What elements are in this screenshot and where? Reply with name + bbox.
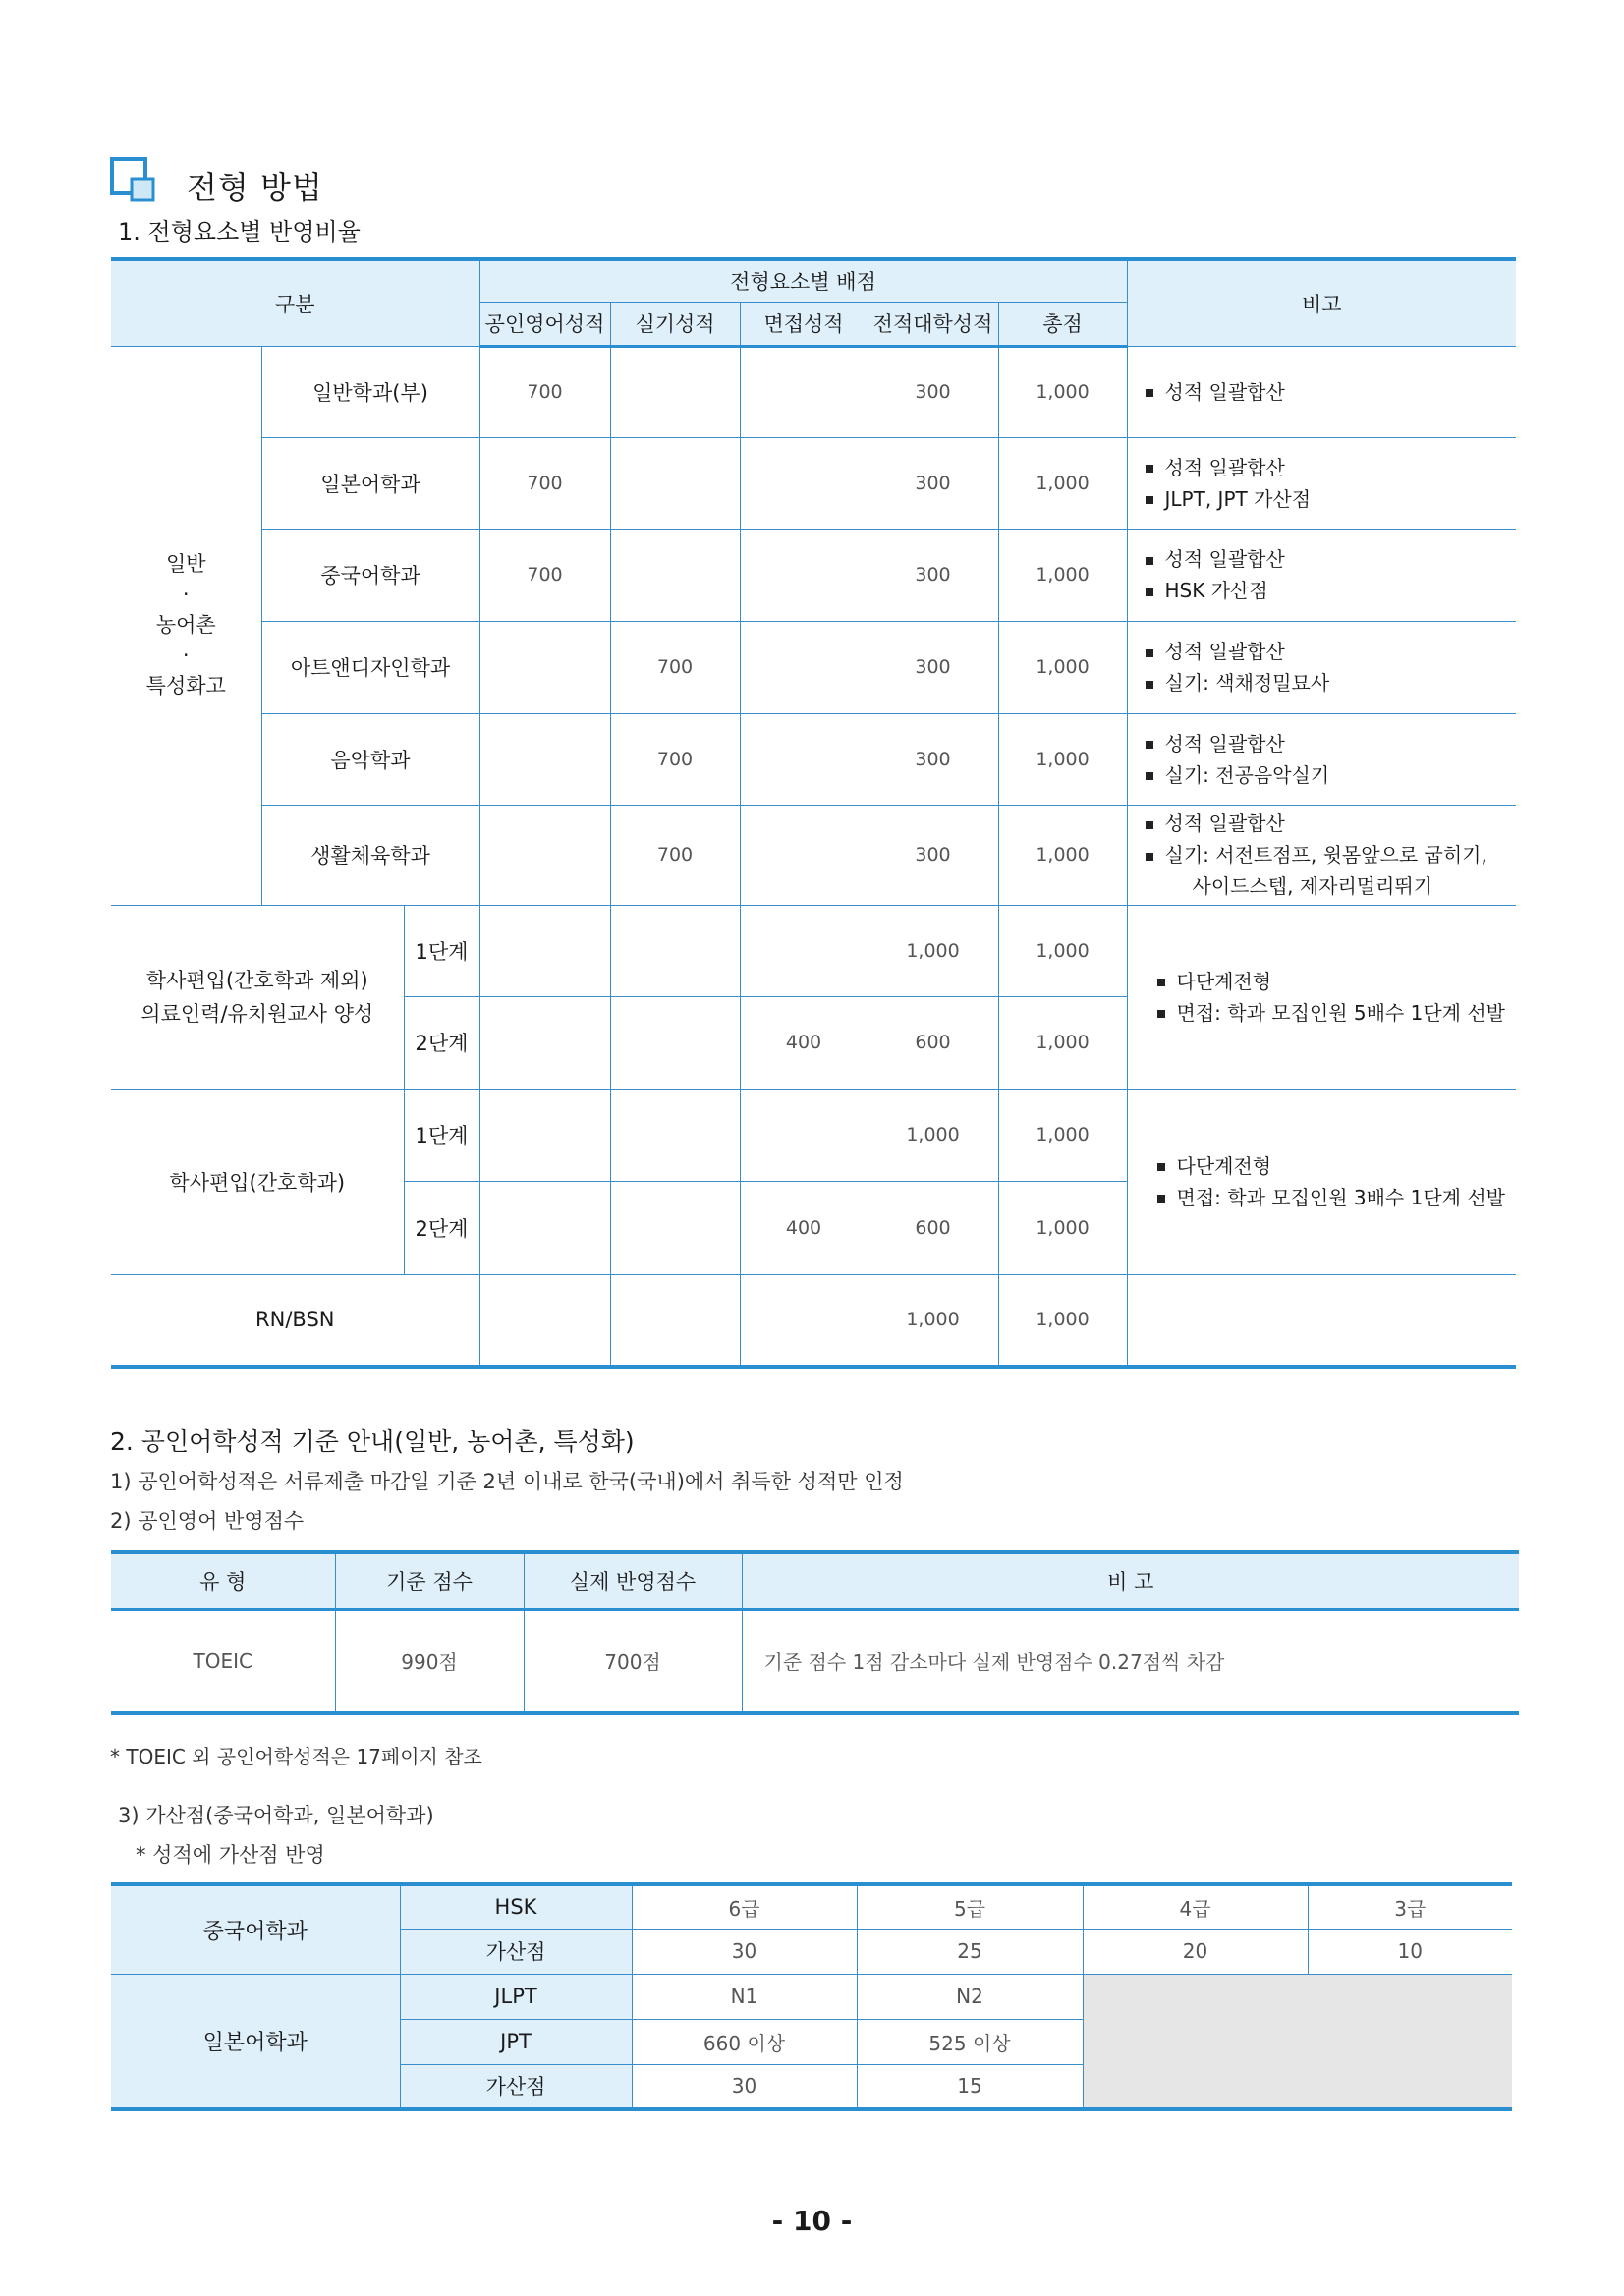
bonus-table [111,1882,1512,2111]
prac-score: 700 [610,621,740,713]
eng-score: 700 [479,529,610,621]
bonus-cell: 10 [1308,1929,1512,1974]
table-row [111,1974,1512,2019]
total-score: 1,000 [998,805,1127,905]
eng-score: 700 [479,346,610,437]
intv-score [740,905,868,996]
grade-cell: 3급 [1308,1884,1512,1929]
head-col-prac: 실기성적 [610,302,740,346]
bullet-icon [1157,1010,1165,1018]
bullet-icon [1146,557,1153,565]
remarks: 성적 일괄합산 실기: 서전트점프, 윗몸앞으로 굽히기, 사이드스텝, 제자리멀리뛰기 [1127,805,1516,905]
eng-score [479,1089,610,1181]
empty-grey-cell [1083,1974,1512,2109]
intv-score [740,713,868,805]
table-row [111,1089,1516,1181]
prac-score [610,346,740,437]
prev-score: 300 [868,437,998,529]
eng-score [479,713,610,805]
total-score: 1,000 [998,1181,1127,1274]
total-score: 1,000 [998,905,1127,996]
remarks: 성적 일괄합산 JLPT, JPT 가산점 [1127,437,1516,529]
prev-score: 600 [868,1181,998,1274]
section2-heading: 2. 공인어학성적 기준 안내(일반, 농어촌, 특성화) [110,1428,635,1456]
table-row [111,437,1516,529]
bullet-icon [1146,772,1153,780]
prev-score: 1,000 [868,1089,998,1181]
remarks: 성적 일괄합산 HSK 가산점 [1127,529,1516,621]
prac-score [610,905,740,996]
prac-score [610,437,740,529]
eng-score [479,1274,610,1367]
grade-cell: N1 [632,1974,857,2019]
head-score-group: 전형요소별 배점 [479,259,1127,302]
stage-label: 2단계 [404,996,479,1089]
total-score: 1,000 [998,437,1127,529]
eng-score [479,805,610,905]
intv-score [740,1274,868,1367]
page-title: 전형 방법 [187,169,323,206]
intv-score [740,805,868,905]
prev-score: 600 [868,996,998,1089]
row-label: JPT [400,2019,632,2064]
toeic-actual: 700점 [524,1609,742,1713]
bullet-icon [1146,649,1153,657]
page-number: - 10 - [771,2205,853,2237]
dept-chinese: 중국어학과 [111,1884,400,1974]
remarks: 다단계전형 면접: 학과 모집인원 5배수 1단계 선발 [1127,905,1516,1089]
table-row [111,805,1516,905]
eng-score [479,621,610,713]
transfer2-label: 학사편입(간호학과) [111,1089,404,1274]
total-score: 1,000 [998,529,1127,621]
rnbsn-label: RN/BSN [111,1274,479,1367]
section2-paragraph3: 3) 가산점(중국어학과, 일본어학과) [118,1804,434,1827]
bonus-cell: 30 [632,1929,857,1974]
eng-score [479,996,610,1089]
prev-score: 300 [868,346,998,437]
ratio-table [111,257,1516,1369]
grade-cell: 5급 [857,1884,1083,1929]
eng-score [479,905,610,996]
head-group: 구분 [111,259,479,346]
head-actual-score: 실제 반영점수 [524,1552,742,1609]
grade-cell: 660 이상 [632,2019,857,2064]
table-row [111,346,1516,437]
intv-score [740,621,868,713]
eng-score: 700 [479,437,610,529]
grade-cell: 4급 [1083,1884,1308,1929]
bonus-cell: 15 [857,2064,1083,2109]
prac-score: 700 [610,713,740,805]
section1-heading: 1. 전형요소별 반영비율 [118,218,361,246]
prac-score [610,1274,740,1367]
grade-cell: N2 [857,1974,1083,2019]
intv-score: 400 [740,996,868,1089]
intv-score: 400 [740,1181,868,1274]
head-col-intv: 면접성적 [740,302,868,346]
total-score: 1,000 [998,1089,1127,1181]
prev-score: 1,000 [868,1274,998,1367]
bullet-icon [1157,979,1165,986]
total-score: 1,000 [998,621,1127,713]
toeic-table [111,1550,1519,1715]
head-col-prev: 전적대학성적 [868,302,998,346]
table-row [111,529,1516,621]
head-type: 유 형 [111,1552,335,1609]
row-label: 가산점 [400,2064,632,2109]
table-row [111,1274,1516,1367]
bonus-cell: 25 [857,1929,1083,1974]
prac-score: 700 [610,805,740,905]
remarks: 성적 일괄합산 실기: 색채정밀묘사 [1127,621,1516,713]
toeic-type: TOEIC [111,1609,335,1713]
total-score: 1,000 [998,346,1127,437]
stage-label: 2단계 [404,1181,479,1274]
dept-name: 중국어학과 [261,529,479,621]
head-col-total: 총점 [998,302,1127,346]
table-row [111,713,1516,805]
dept-name: 아트앤디자인학과 [261,621,479,713]
toeic-note: 기준 점수 1점 감소마다 실제 반영점수 0.27점씩 차감 [742,1609,1519,1713]
grade-cell: 525 이상 [857,2019,1083,2064]
bullet-icon [1146,853,1153,861]
prev-score: 300 [868,621,998,713]
table-row [111,905,1516,996]
head-col-eng: 공인영어성적 [479,302,610,346]
bonus-cell: 30 [632,2064,857,2109]
row-label: JLPT [400,1974,632,2019]
head-note: 비 고 [742,1552,1519,1609]
prev-score: 1,000 [868,905,998,996]
bullet-icon [1146,389,1153,397]
dept-name: 생활체육학과 [261,805,479,905]
bonus-note: * 성적에 가산점 반영 [136,1843,325,1867]
eng-score [479,1181,610,1274]
total-score: 1,000 [998,1274,1127,1367]
remarks: 성적 일괄합산 [1127,346,1516,437]
dept-name: 일반학과(부) [261,346,479,437]
remarks [1127,1274,1516,1367]
intv-score [740,529,868,621]
table-row [111,1884,1512,1929]
toeic-base: 990점 [335,1609,524,1713]
row-label: 가산점 [400,1929,632,1974]
bullet-icon [1146,741,1153,749]
transfer1-label: 학사편입(간호학과 제외) 의료인력/유치원교사 양성 [111,905,404,1089]
stage-label: 1단계 [404,905,479,996]
stage-label: 1단계 [404,1089,479,1181]
intv-score [740,437,868,529]
prev-score: 300 [868,713,998,805]
bonus-cell: 20 [1083,1929,1308,1974]
head-base-score: 기준 점수 [335,1552,524,1609]
intv-score [740,1089,868,1181]
grade-cell: 6급 [632,1884,857,1929]
bullet-icon [1146,588,1153,596]
head-remarks: 비고 [1127,259,1516,346]
prev-score: 300 [868,529,998,621]
section2-paragraph2: 2) 공인영어 반영점수 [110,1509,305,1533]
table-row [111,621,1516,713]
prac-score [610,996,740,1089]
remarks: 다단계전형 면접: 학과 모집인원 3배수 1단계 선발 [1127,1089,1516,1274]
section2-paragraph1: 1) 공인어학성적은 서류제출 마감일 기준 2년 이내로 한국(국내)에서 취득한 성적만 인정 [110,1470,904,1493]
table-row [111,1609,1519,1713]
section-square-icon [110,157,157,204]
prac-score [610,1089,740,1181]
prac-score [610,529,740,621]
total-score: 1,000 [998,713,1127,805]
bullet-icon [1146,496,1153,504]
bullet-icon [1146,681,1153,689]
bullet-icon [1157,1195,1165,1203]
dept-name: 음악학과 [261,713,479,805]
group1-label: 일반 · 농어촌 · 특성화고 [111,346,261,905]
toeic-footnote: * TOEIC 외 공인어학성적은 17페이지 참조 [110,1745,482,1768]
dept-japanese: 일본어학과 [111,1974,400,2109]
intv-score [740,346,868,437]
prev-score: 300 [868,805,998,905]
row-label: HSK [400,1884,632,1929]
bullet-icon [1146,465,1153,473]
bullet-icon [1146,821,1153,829]
total-score: 1,000 [998,996,1127,1089]
dept-name: 일본어학과 [261,437,479,529]
remarks: 성적 일괄합산 실기: 전공음악실기 [1127,713,1516,805]
bullet-icon [1157,1163,1165,1171]
prac-score [610,1181,740,1274]
